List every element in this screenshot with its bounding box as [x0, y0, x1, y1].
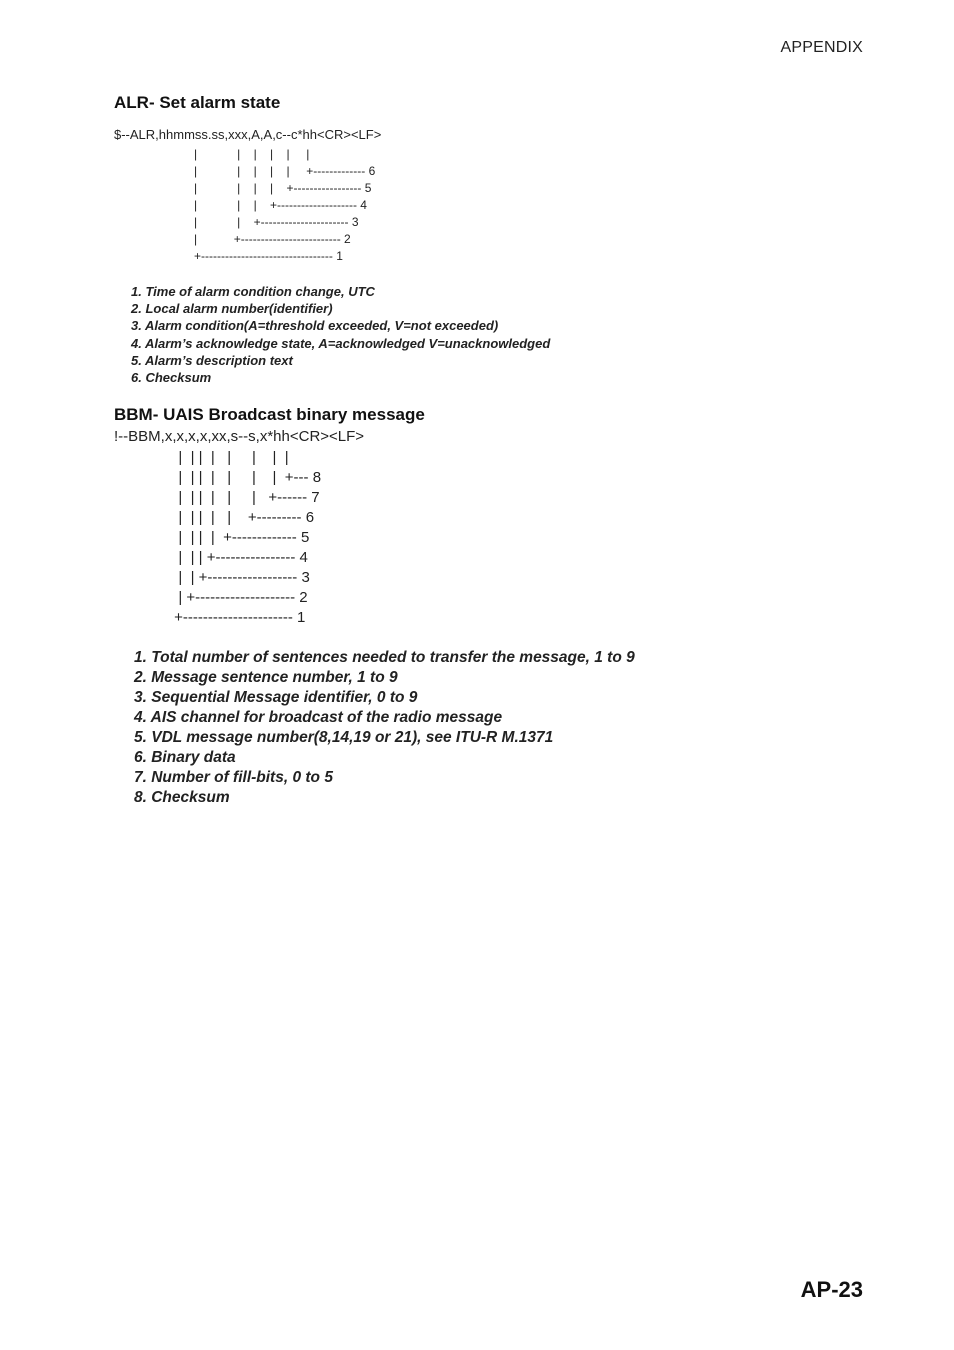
list-item: 8. Checksum	[134, 789, 230, 806]
alr-field-list	[131, 283, 550, 386]
diagram-line: | | | | | +--------- 6	[170, 509, 315, 526]
diagram-line: | | +------------------ 3	[170, 569, 310, 586]
list-item: 5. Alarm’s description text	[131, 352, 293, 368]
list-item: 4. AIS channel for broadcast of the radio message	[134, 709, 503, 726]
list-item: 6. Checksum	[131, 370, 212, 386]
diagram-line: | | | | | | | +--- 8	[170, 469, 322, 486]
list-item: 5. VDL message number(8,14,19 or 21), see ITU-R M.1371	[134, 729, 554, 746]
page-header: APPENDIX	[780, 39, 863, 56]
bbm-sentence-format: !--BBM,x,x,x,x,xx,s--s,x*hh<CR><LF>	[114, 428, 365, 445]
alr-section-title: ALR- Set alarm state	[114, 93, 281, 112]
diagram-line: | +------------------------- 2	[194, 232, 351, 246]
list-item: 7. Number of fill-bits, 0 to 5	[134, 769, 333, 786]
diagram-line: | | | | | +------------- 6	[194, 164, 376, 178]
diagram-line: | | | | +------------- 5	[170, 529, 310, 546]
list-item: 2. Local alarm number(identifier)	[131, 301, 333, 317]
diagram-line: | | | | | | | |	[170, 449, 289, 466]
list-item: 3. Alarm condition(A=threshold exceeded, V=not exceeded)	[131, 318, 499, 334]
diagram-line: | | | | | | +------ 7	[170, 489, 320, 506]
page-number: AP-23	[800, 1277, 863, 1302]
list-item: 4. Alarm’s acknowledge state, A=acknowledged V=unacknowledged	[131, 335, 551, 351]
diagram-line: | | +---------------------- 3	[194, 215, 359, 229]
alr-sentence-format: $--ALR,hhmmss.ss,xxx,A,A,c--c*hh<CR><LF>	[114, 127, 382, 142]
diagram-line: +---------------------- 1	[170, 609, 306, 626]
bbm-field-list	[134, 648, 635, 808]
list-item: 1. Time of alarm condition change, UTC	[131, 284, 375, 299]
diagram-line: | +-------------------- 2	[170, 589, 308, 606]
list-item: 2. Message sentence number, 1 to 9	[134, 669, 398, 686]
diagram-line: | | | | +----------------- 5	[194, 181, 372, 195]
diagram-line: | | | | | |	[194, 147, 310, 161]
list-item: 3. Sequential Message identifier, 0 to 9	[134, 689, 418, 706]
bbm-section-title: BBM- UAIS Broadcast binary message	[114, 405, 425, 424]
diagram-line: | | | +---------------- 4	[170, 549, 308, 566]
diagram-line: +--------------------------------- 1	[194, 249, 343, 263]
list-item: 6. Binary data	[134, 749, 236, 766]
list-item: 1. Total number of sentences needed to transfer the message, 1 to 9	[134, 649, 635, 666]
diagram-line: | | | +-------------------- 4	[194, 198, 367, 212]
